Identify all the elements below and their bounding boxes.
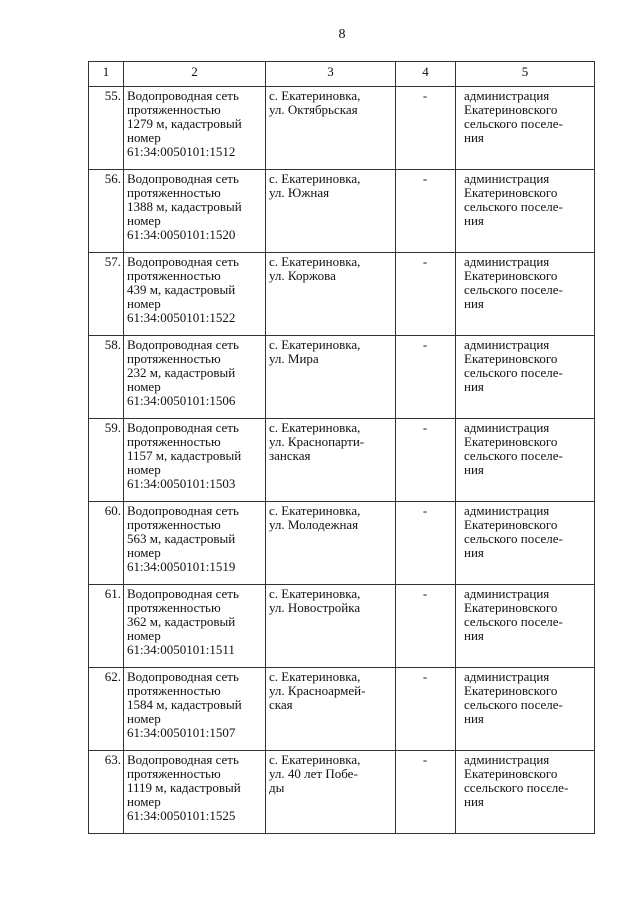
row-number-cell: 55. xyxy=(89,87,124,170)
owner-line: администрация xyxy=(464,254,550,269)
description-line: номер xyxy=(127,711,161,726)
owner-line: администрация xyxy=(464,669,550,684)
owner-line: администрация xyxy=(464,337,550,352)
owner-line: администрация xyxy=(464,503,550,518)
description-line: протяженностью xyxy=(127,434,221,449)
owner-line: администрация xyxy=(464,88,550,103)
table-row xyxy=(89,668,595,751)
address-line: ул. Коржова xyxy=(269,268,336,283)
description-line: 232 м, кадастровый xyxy=(127,365,236,380)
description-line: номер xyxy=(127,462,161,477)
description-line: 61:34:0050101:1525 xyxy=(127,808,236,823)
owner-line: администрация xyxy=(464,752,550,767)
owner-line: ния xyxy=(464,794,484,809)
owner-line: ния xyxy=(464,130,484,145)
owner-cell xyxy=(456,336,595,419)
description-line: протяженностью xyxy=(127,517,221,532)
address-line: ул. Молодежная xyxy=(269,517,359,532)
description-line: протяженностью xyxy=(127,683,221,698)
table-row xyxy=(89,253,595,336)
address-line: с. Екатериновка, xyxy=(269,420,361,435)
table-row xyxy=(89,336,595,419)
owner-cell xyxy=(456,253,595,336)
description-line: протяженностью xyxy=(127,351,221,366)
owner-line: сельского поселе- xyxy=(464,614,563,629)
table-row xyxy=(89,585,595,668)
description-line: 1584 м, кадастровый xyxy=(127,697,242,712)
description-cell xyxy=(124,668,266,751)
address-line: ул. Краснопарти- xyxy=(269,434,365,449)
owner-cell xyxy=(456,668,595,751)
address-cell xyxy=(266,668,396,751)
description-line: Водопроводная сеть xyxy=(127,503,239,518)
column-4-cell: - xyxy=(396,585,456,668)
owner-line: администрация xyxy=(464,586,550,601)
row-number-cell: 61. xyxy=(89,585,124,668)
description-cell xyxy=(124,336,266,419)
address-cell xyxy=(266,336,396,419)
description-cell xyxy=(124,253,266,336)
description-line: 61:34:0050101:1511 xyxy=(127,642,235,657)
owner-line: ния xyxy=(464,379,484,394)
description-line: 1279 м, кадастровый xyxy=(127,116,242,131)
row-number-cell: 59. xyxy=(89,419,124,502)
description-line: 439 м, кадастровый xyxy=(127,282,236,297)
address-line: с. Екатериновка, xyxy=(269,337,361,352)
address-cell xyxy=(266,170,396,253)
owner-cell xyxy=(456,419,595,502)
owner-line: Екатериновского xyxy=(464,683,558,698)
owner-line: ссельского посєле- xyxy=(464,780,569,795)
address-line: с. Екатериновка, xyxy=(269,752,361,767)
description-line: протяженностью xyxy=(127,766,221,781)
row-number-cell: 57. xyxy=(89,253,124,336)
description-cell xyxy=(124,170,266,253)
description-cell xyxy=(124,87,266,170)
owner-line: сельского поселе- xyxy=(464,365,563,380)
header-cell-2: 2 xyxy=(124,62,266,87)
owner-cell xyxy=(456,87,595,170)
description-line: Водопроводная сеть xyxy=(127,752,239,767)
description-line: 61:34:0050101:1519 xyxy=(127,559,236,574)
column-4-cell: - xyxy=(396,170,456,253)
owner-line: Екатериновского xyxy=(464,517,558,532)
owner-line: ния xyxy=(464,213,484,228)
address-line: с. Екатериновка, xyxy=(269,503,361,518)
owner-line: сельского поселе- xyxy=(464,116,563,131)
row-number-cell: 63. xyxy=(89,751,124,834)
description-line: Водопроводная сеть xyxy=(127,420,239,435)
owner-line: Екатериновского xyxy=(464,102,558,117)
owner-line: администрация xyxy=(464,171,550,186)
address-line: с. Екатериновка, xyxy=(269,254,361,269)
description-line: 563 м, кадастровый xyxy=(127,531,236,546)
table-row xyxy=(89,87,595,170)
owner-cell xyxy=(456,170,595,253)
owner-line: сельского поселе- xyxy=(464,531,563,546)
address-line: с. Екатериновка, xyxy=(269,88,361,103)
table-header-row xyxy=(89,62,595,87)
description-line: 1388 м, кадастровый xyxy=(127,199,242,214)
owner-line: Екатериновского xyxy=(464,600,558,615)
owner-line: Екатериновского xyxy=(464,351,558,366)
description-line: протяженностью xyxy=(127,268,221,283)
description-cell xyxy=(124,751,266,834)
description-line: 362 м, кадастровый xyxy=(127,614,236,629)
owner-line: Екатериновского xyxy=(464,766,558,781)
address-line: ул. Мира xyxy=(269,351,319,366)
page-number: 8 xyxy=(338,27,346,42)
address-line: ды xyxy=(269,780,285,795)
property-registry-table xyxy=(88,61,595,834)
address-cell xyxy=(266,419,396,502)
column-4-cell: - xyxy=(396,502,456,585)
description-line: 61:34:0050101:1520 xyxy=(127,227,236,242)
description-cell xyxy=(124,502,266,585)
owner-line: сельского поселе- xyxy=(464,448,563,463)
column-4-cell: - xyxy=(396,87,456,170)
description-line: 1119 м, кадастровый xyxy=(127,780,241,795)
description-line: Водопроводная сеть xyxy=(127,337,239,352)
column-4-cell: - xyxy=(396,336,456,419)
description-line: номер xyxy=(127,379,161,394)
description-line: Водопроводная сеть xyxy=(127,669,239,684)
address-line: ул. Октябрьская xyxy=(269,102,358,117)
description-line: 61:34:0050101:1522 xyxy=(127,310,236,325)
owner-line: ния xyxy=(464,296,484,311)
owner-line: ния xyxy=(464,628,484,643)
row-number-cell: 60. xyxy=(89,502,124,585)
table-row xyxy=(89,751,595,834)
owner-line: Екатериновского xyxy=(464,268,558,283)
address-line: ул. Южная xyxy=(269,185,330,200)
column-4-cell: - xyxy=(396,751,456,834)
owner-line: сельского поселе- xyxy=(464,199,563,214)
description-line: номер xyxy=(127,130,161,145)
owner-line: ния xyxy=(464,545,484,560)
description-line: 61:34:0050101:1506 xyxy=(127,393,236,408)
owner-cell xyxy=(456,502,595,585)
description-line: Водопроводная сеть xyxy=(127,254,239,269)
column-4-cell: - xyxy=(396,668,456,751)
owner-line: Екатериновского xyxy=(464,434,558,449)
owner-line: сельского поселе- xyxy=(464,697,563,712)
row-number-cell: 56. xyxy=(89,170,124,253)
owner-line: ния xyxy=(464,462,484,477)
address-line: с. Екатериновка, xyxy=(269,669,361,684)
owner-line: ния xyxy=(464,711,484,726)
address-cell xyxy=(266,87,396,170)
address-line: ул. 40 лет Побе- xyxy=(269,766,358,781)
owner-line: сельского поселе- xyxy=(464,282,563,297)
address-line: ская xyxy=(269,697,293,712)
address-cell xyxy=(266,585,396,668)
description-line: номер xyxy=(127,296,161,311)
header-cell-1: 1 xyxy=(89,62,124,87)
description-line: номер xyxy=(127,794,161,809)
table-row xyxy=(89,419,595,502)
address-line: с. Екатериновка, xyxy=(269,586,361,601)
description-cell xyxy=(124,419,266,502)
header-cell-3: 3 xyxy=(266,62,396,87)
row-number-cell: 62. xyxy=(89,668,124,751)
address-line: ул. Красноармей- xyxy=(269,683,366,698)
table-row xyxy=(89,170,595,253)
column-4-cell: - xyxy=(396,253,456,336)
address-cell xyxy=(266,502,396,585)
description-line: Водопроводная сеть xyxy=(127,88,239,103)
row-number-cell: 58. xyxy=(89,336,124,419)
description-line: 61:34:0050101:1512 xyxy=(127,144,236,159)
description-line: номер xyxy=(127,213,161,228)
owner-line: Екатериновского xyxy=(464,185,558,200)
address-cell xyxy=(266,253,396,336)
description-line: протяженностью xyxy=(127,185,221,200)
address-line: с. Екатериновка, xyxy=(269,171,361,186)
description-line: Водопроводная сеть xyxy=(127,586,239,601)
description-cell xyxy=(124,585,266,668)
owner-cell xyxy=(456,585,595,668)
owner-cell xyxy=(456,751,595,834)
address-line: занская xyxy=(269,448,311,463)
address-line: ул. Новостройка xyxy=(269,600,361,615)
description-line: 1157 м, кадастровый xyxy=(127,448,242,463)
address-cell xyxy=(266,751,396,834)
table-row xyxy=(89,502,595,585)
description-line: номер xyxy=(127,545,161,560)
owner-line: администрация xyxy=(464,420,550,435)
description-line: 61:34:0050101:1503 xyxy=(127,476,236,491)
description-line: протяженностью xyxy=(127,600,221,615)
description-line: 61:34:0050101:1507 xyxy=(127,725,236,740)
column-4-cell: - xyxy=(396,419,456,502)
table-body xyxy=(89,62,595,834)
header-cell-5: 5 xyxy=(456,62,595,87)
description-line: номер xyxy=(127,628,161,643)
description-line: протяженностью xyxy=(127,102,221,117)
description-line: Водопроводная сеть xyxy=(127,171,239,186)
header-cell-4: 4 xyxy=(396,62,456,87)
